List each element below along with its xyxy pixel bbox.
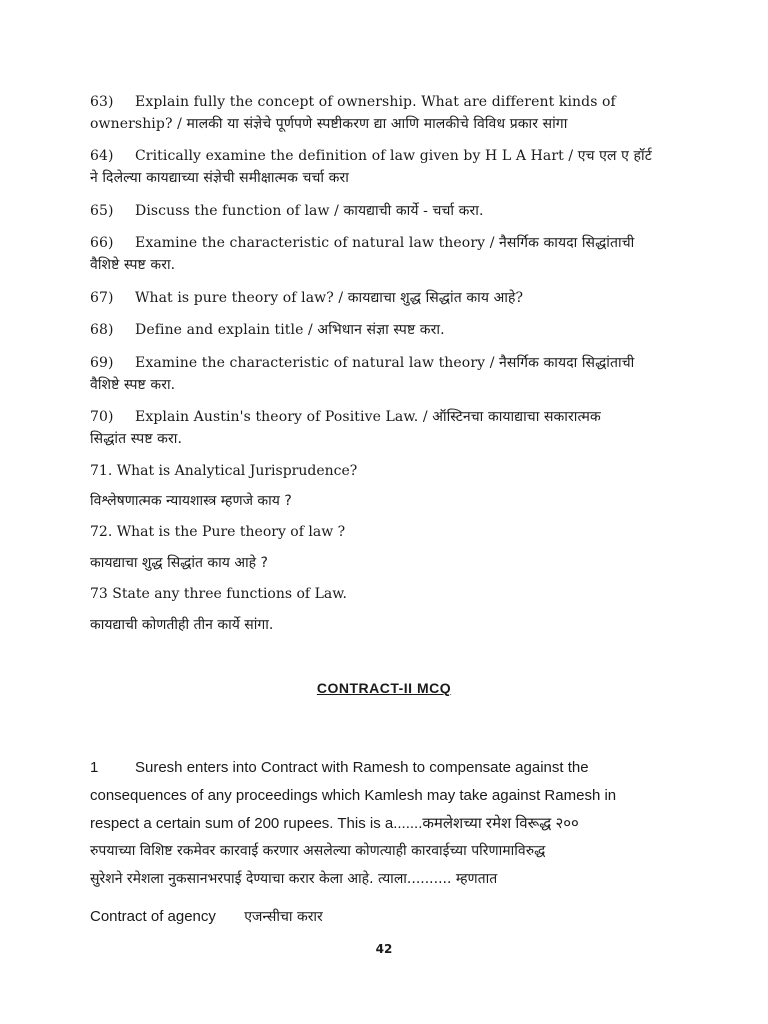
question-text: Discuss the function of law / कायद्याची कार्ये - चर्चा करा.	[135, 203, 484, 219]
mcq-1-line-1	[90, 754, 680, 781]
question-text-continued: वैशिष्टे स्पष्ट करा.	[90, 377, 176, 393]
question-number: 64)	[90, 148, 114, 164]
question-64	[90, 145, 680, 189]
question-73-marathi: कायद्याची कोणतीही तीन कार्ये सांगा.	[90, 617, 274, 633]
question-63	[90, 91, 680, 135]
mcq-1-line-5: सुरेशने रमेशला नुकसानभरपाई देण्याचा करार केला आहे. त्याला.......... म्हणतात	[90, 871, 498, 887]
option-marathi: एजन्सीचा करार	[244, 909, 323, 925]
mcq-1-line-2: consequences of any proceedings which Kamlesh may take against Ramesh in	[90, 787, 617, 804]
section-heading: CONTRACT-II MCQ	[316, 680, 452, 696]
question-69	[90, 352, 680, 396]
mcq-1-line-3: respect a certain sum of 200 rupees. This is a.......कमलेशच्या रमेश विरूद्ध २००	[90, 815, 579, 832]
question-71-marathi: विश्लेषणात्मक न्यायशास्त्र म्हणजे काय ?	[90, 493, 292, 509]
page-number: 42	[375, 942, 393, 956]
question-number: 69)	[90, 355, 114, 371]
question-text-continued: सिद्धांत स्पष्ट करा.	[90, 431, 183, 447]
question-72-english: 72. What is the Pure theory of law ?	[90, 524, 346, 540]
question-66	[90, 232, 680, 276]
question-number: 65)	[90, 203, 114, 219]
question-text: Examine the characteristic of natural law theory / नैसर्गिक कायदा सिद्धांताची	[135, 355, 635, 371]
mcq-number: 1	[90, 759, 99, 776]
question-text: What is pure theory of law? / कायद्याचा शुद्ध सिद्धांत काय आहे?	[135, 290, 524, 306]
question-text-continued: वैशिष्टे स्पष्ट करा.	[90, 257, 176, 273]
question-number: 70)	[90, 409, 114, 425]
question-68	[90, 319, 680, 341]
question-72-marathi: कायद्याचा शुद्ध सिद्धांत काय आहे ?	[90, 555, 268, 571]
option-english: Contract of agency	[90, 908, 216, 925]
question-67	[90, 287, 680, 309]
question-text: Explain fully the concept of ownership. What are different kinds of	[135, 94, 616, 110]
question-text-continued: ने दिलेल्या कायद्याच्या संज्ञेची समीक्षात्मक चर्चा करा	[90, 170, 349, 186]
question-number: 63)	[90, 94, 114, 110]
mcq-option	[90, 906, 323, 928]
question-number: 66)	[90, 235, 114, 251]
question-number: 68)	[90, 322, 114, 338]
question-text: Critically examine the definition of law given by H L A Hart / एच एल ए हॉर्ट	[135, 148, 652, 164]
mcq-text: Suresh enters into Contract with Ramesh to compensate against the	[135, 759, 589, 776]
question-text: Explain Austin's theory of Positive Law. / ऑस्टिनचा कायाद्याचा सकारात्मक	[135, 409, 601, 425]
question-number: 67)	[90, 290, 114, 306]
question-71-english: 71. What is Analytical Jurisprudence?	[90, 463, 358, 479]
question-text-continued: ownership? / मालकी या संज्ञेचे पूर्णपणे स्पष्टीकरण द्या आणि मालकीचे विविध प्रकार सांगा	[90, 116, 568, 132]
question-73-english: 73 State any three functions of Law.	[90, 586, 347, 602]
question-70	[90, 406, 680, 450]
question-text: Define and explain title / अभिधान संज्ञा स्पष्ट करा.	[135, 322, 445, 338]
mcq-1-line-4: रुपयाच्या विशिष्ट रकमेवर कारवाई करणार असलेल्या कोणत्याही कारवाईच्या परिणामाविरुद्ध	[90, 843, 546, 859]
question-text: Examine the characteristic of natural law theory / नैसर्गिक कायदा सिद्धांताची	[135, 235, 635, 251]
question-65	[90, 200, 680, 222]
